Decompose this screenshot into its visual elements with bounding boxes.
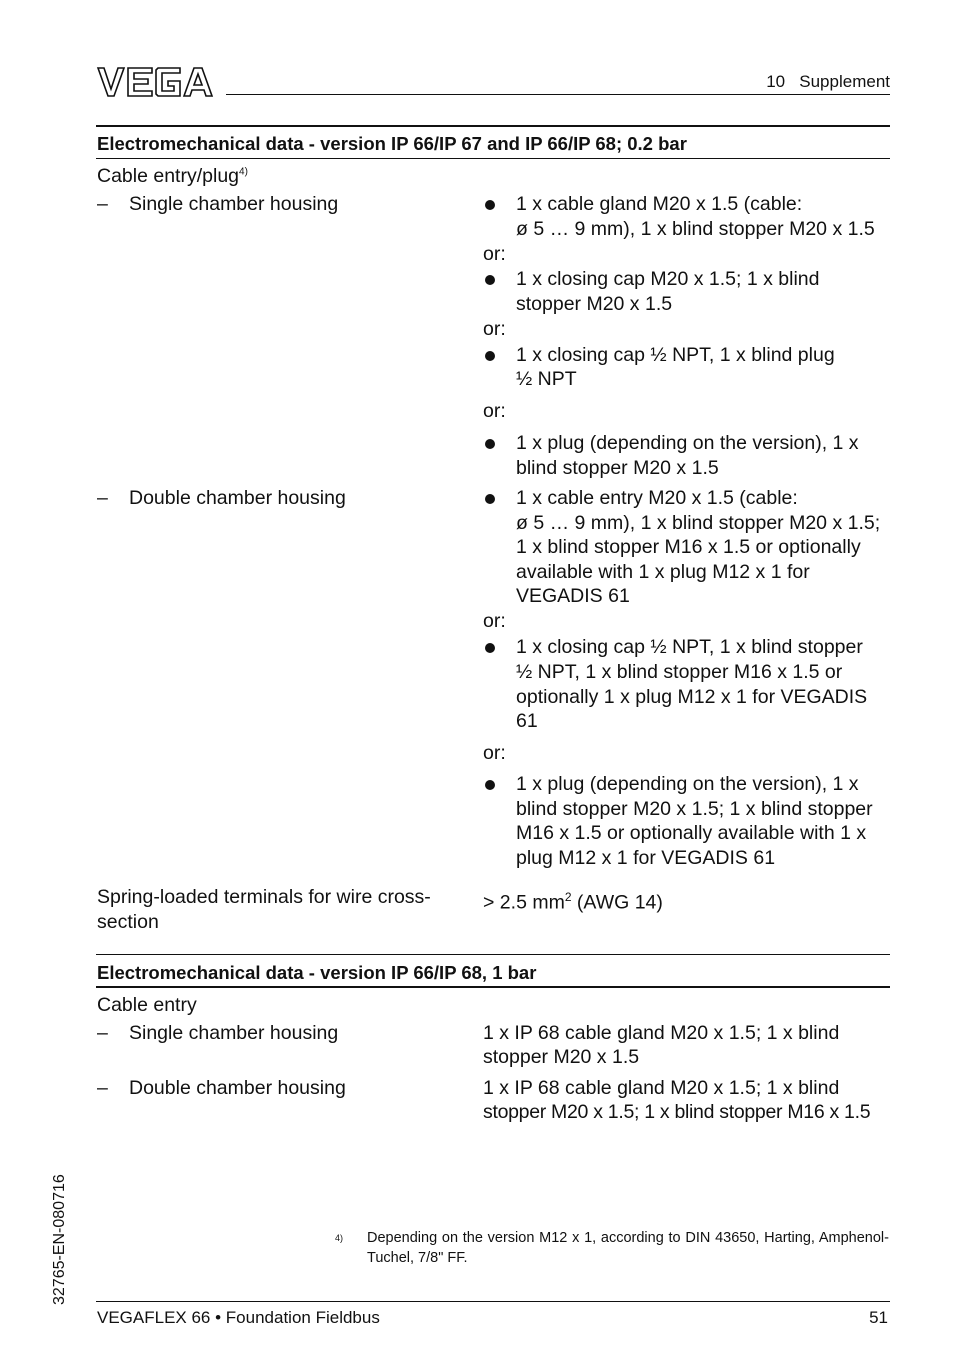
single-opt3-line1: 1 x closing cap ½ NPT, 1 x blind plug — [516, 344, 835, 366]
header-divider — [226, 94, 890, 95]
or-separator: or: — [483, 318, 506, 340]
terminals-label-line1: Spring-loaded terminals for wire cross- — [97, 886, 431, 908]
section2-bottom-rule — [96, 986, 890, 988]
bullet-icon — [485, 275, 495, 285]
double-ip68-line2: stopper M20 x 1.5; 1 x blind stopper M16 x 1.5 — [483, 1101, 871, 1123]
terminals-value-suffix: (AWG 14) — [571, 891, 663, 914]
footnote-text: Depending on the version M12 x 1, according to DIN 43650, Harting, Amphenol-Tuchel, 7/8" FF. — [367, 1230, 889, 1266]
or-separator: or: — [483, 400, 506, 422]
double-ip68-line1: 1 x IP 68 cable gland M20 x 1.5; 1 x blind — [483, 1077, 840, 1099]
single-opt4-line2: blind stopper M20 x 1.5 — [516, 457, 719, 479]
double-opt2-line: ½ NPT, 1 x blind stopper M16 x 1.5 or — [516, 661, 843, 683]
section2-top-rule — [96, 954, 890, 955]
single-ip68-line2: stopper M20 x 1.5 — [483, 1046, 640, 1068]
cable-entry-label-text: Cable entry/plug — [97, 165, 240, 187]
dash-marker: – — [97, 1077, 108, 1099]
or-separator: or: — [483, 610, 506, 632]
cable-entry-label-2: Cable entry — [97, 994, 197, 1016]
double-opt3-line: 1 x plug (depending on the version), 1 x — [516, 773, 859, 795]
double-chamber-label: Double chamber housing — [129, 487, 346, 509]
bullet-icon — [485, 439, 495, 449]
double-opt1-line: VEGADIS 61 — [516, 585, 630, 607]
bullet-icon — [485, 780, 495, 790]
single-ip68-line1: 1 x IP 68 cable gland M20 x 1.5; 1 x blind — [483, 1022, 840, 1044]
double-opt3-line: blind stopper M20 x 1.5; 1 x blind stopper — [516, 798, 873, 820]
double-opt1-line: 1 x cable entry M20 x 1.5 (cable: — [516, 487, 798, 509]
single-chamber-label-2: Single chamber housing — [129, 1022, 339, 1044]
section1-bottom-rule — [96, 158, 890, 159]
footnote-ref: 4) — [239, 166, 248, 178]
bullet-icon — [485, 494, 495, 504]
double-opt2-line: 1 x closing cap ½ NPT, 1 x blind stopper — [516, 636, 863, 658]
page-number: 51 — [869, 1308, 888, 1327]
terminals-label-line2: section — [97, 911, 159, 933]
cable-entry-label — [97, 164, 248, 189]
double-opt1-line: ø 5 … 9 mm), 1 x blind stopper M20 x 1.5; — [516, 512, 881, 534]
footer-product: VEGAFLEX 66 • Foundation Fieldbus — [97, 1308, 380, 1327]
or-separator: or: — [483, 243, 506, 265]
bullet-icon — [485, 200, 495, 210]
double-opt3-line: M16 x 1.5 or optionally available with 1 x — [516, 822, 867, 844]
dash-marker: – — [97, 1022, 108, 1044]
dash-marker: – — [97, 193, 108, 215]
section1-top-rule — [96, 125, 890, 127]
terminals-value — [483, 885, 893, 915]
double-opt3-line: plug M12 x 1 for VEGADIS 61 — [516, 847, 776, 869]
double-opt2-line: optionally 1 x plug M12 x 1 for VEGADIS — [516, 686, 868, 708]
document-code: 32765-EN-080716 — [51, 1174, 68, 1305]
single-opt3-line2: ½ NPT — [516, 368, 577, 390]
double-opt2-line: 61 — [516, 710, 538, 732]
single-opt2-line1: 1 x closing cap M20 x 1.5; 1 x blind — [516, 268, 820, 290]
or-separator: or: — [483, 742, 506, 764]
section2-title: Electromechanical data - version IP 66/IP 68, 1 bar — [97, 962, 537, 983]
dash-marker: – — [97, 487, 108, 509]
single-opt2-line2: stopper M20 x 1.5 — [516, 293, 673, 315]
section-label: 10 Supplement — [766, 72, 890, 91]
single-opt1-line2: ø 5 … 9 mm), 1 x blind stopper M20 x 1.5 — [516, 218, 875, 240]
footer-divider — [96, 1301, 890, 1302]
terminals-value-sup: 2 — [564, 890, 572, 904]
double-opt1-line: 1 x blind stopper M16 x 1.5 or optionally — [516, 536, 861, 558]
section1-title: Electromechanical data - version IP 66/IP 67 and IP 66/IP 68; 0.2 bar — [97, 133, 687, 154]
bullet-icon — [485, 643, 495, 653]
single-opt1-line1: 1 x cable gland M20 x 1.5 (cable: — [516, 193, 803, 215]
bullet-icon — [485, 351, 495, 361]
single-chamber-label: Single chamber housing — [129, 193, 339, 215]
footnote-mark: 4) — [335, 1233, 344, 1243]
single-opt4-line1: 1 x plug (depending on the version), 1 x — [516, 432, 859, 454]
double-opt1-line: available with 1 x plug M12 x 1 for — [516, 561, 810, 583]
vega-logo — [96, 66, 214, 98]
terminals-value-prefix: > 2.5 mm — [483, 891, 565, 914]
double-chamber-label-2: Double chamber housing — [129, 1077, 346, 1099]
